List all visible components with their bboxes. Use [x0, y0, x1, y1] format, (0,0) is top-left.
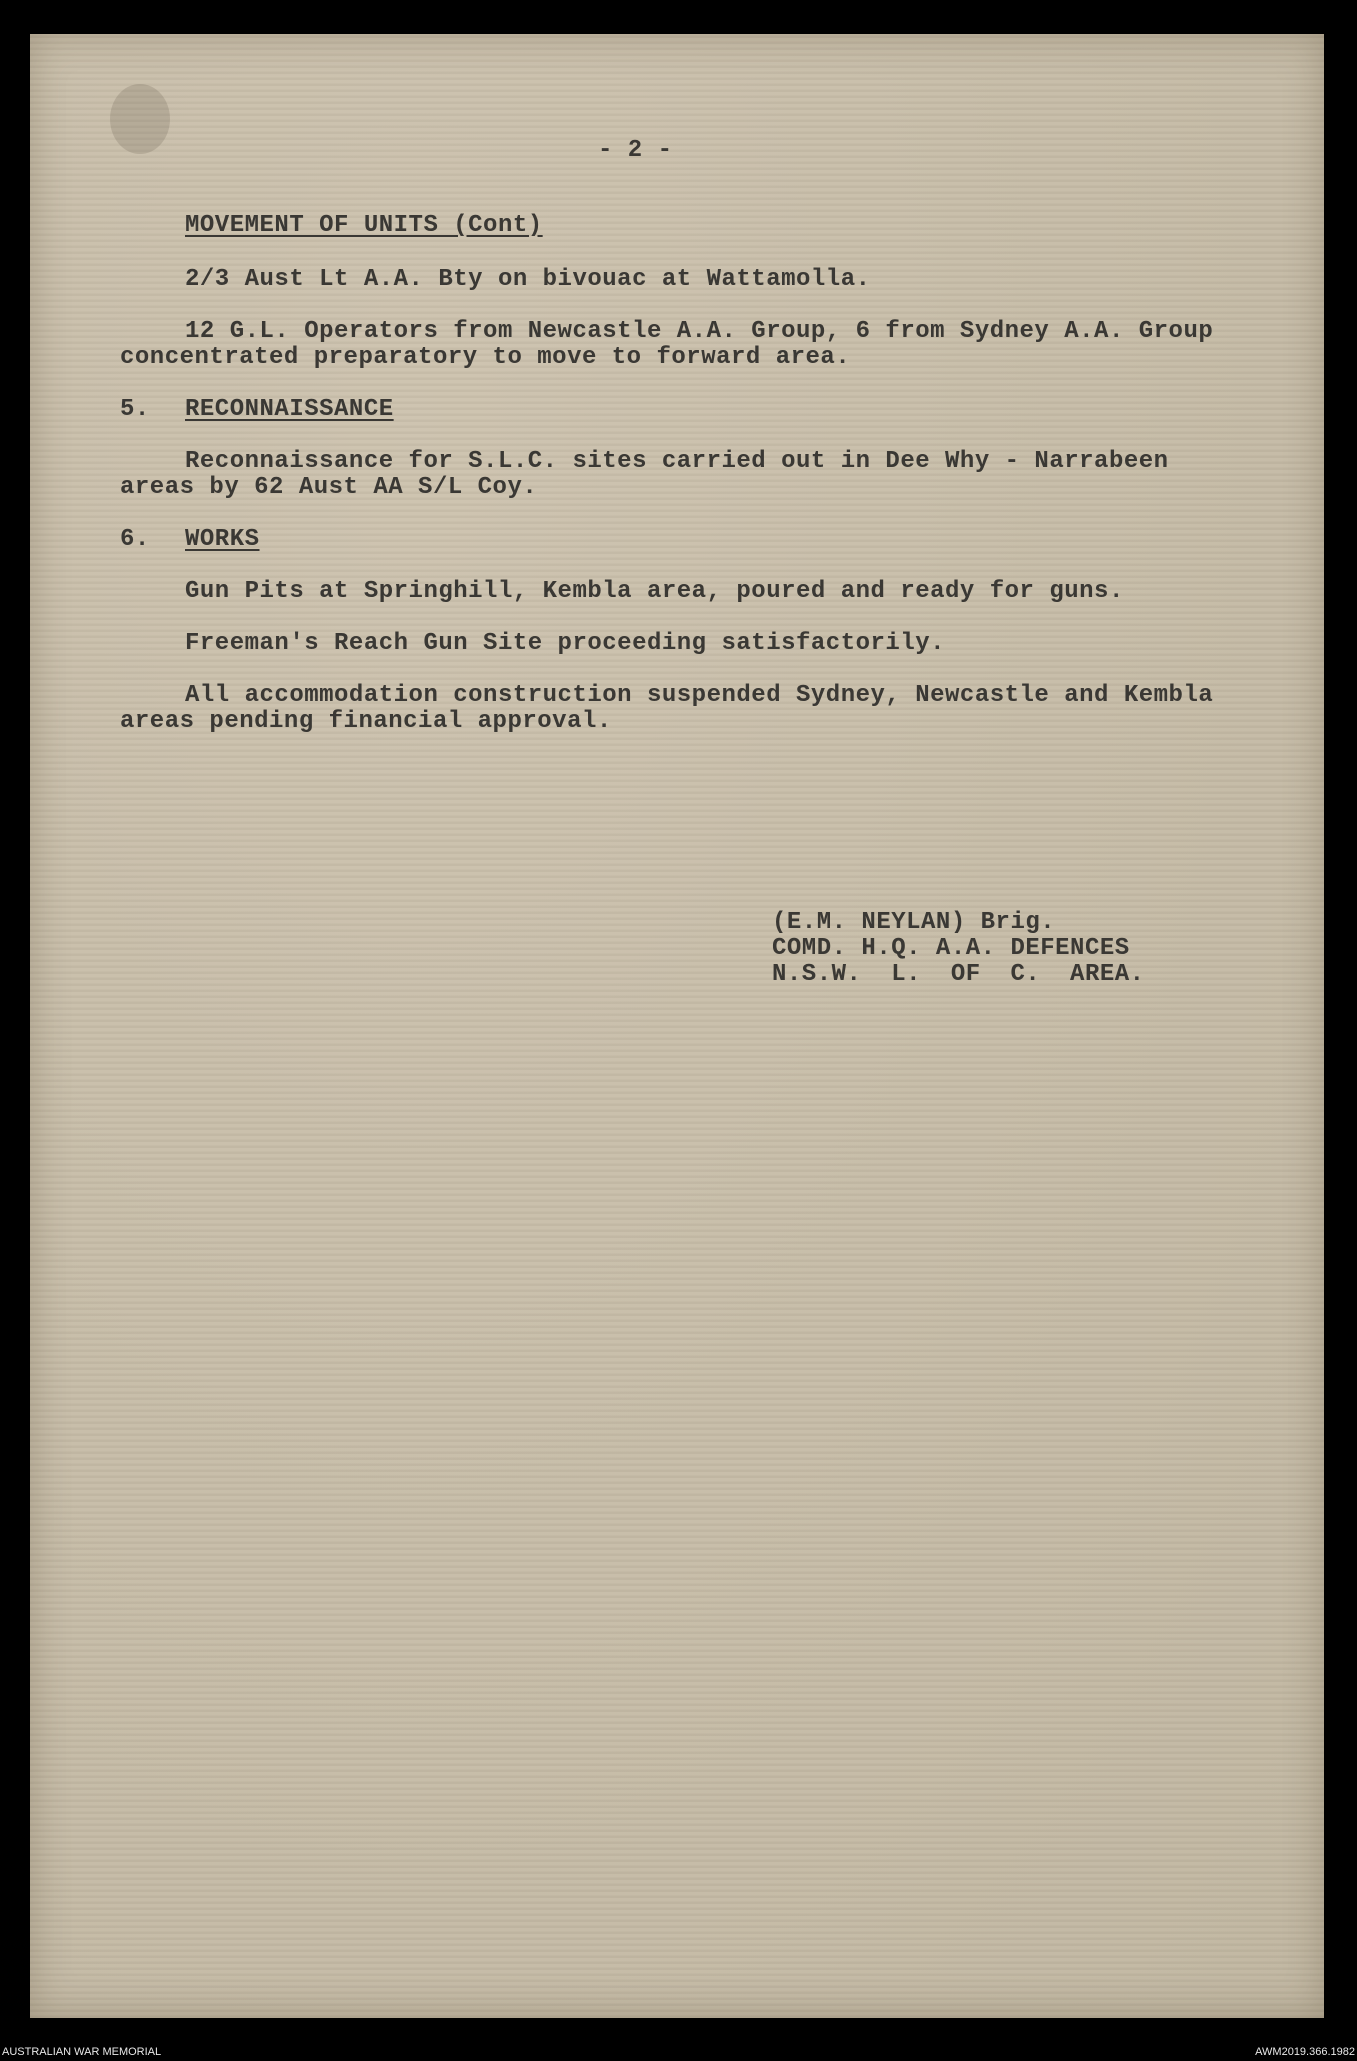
movement-para-2-line-1: 12 G.L. Operators from Newcastle A.A. Group, 6 from Sydney A.A. Group [185, 318, 1214, 345]
recon-line-1: Reconnaissance for S.L.C. sites carried out in Dee Why - Narrabeen [185, 448, 1169, 475]
works-number: 6. [120, 526, 150, 553]
page-number: - 2 - [598, 137, 673, 164]
signature-line-2: COMD. H.Q. A.A. DEFENCES [772, 935, 1130, 962]
works-heading: WORKS [185, 526, 260, 553]
recon-heading: RECONNAISSANCE [185, 396, 394, 423]
works-para-3-line-1: All accommodation construction suspended Sydney, Newcastle and Kembla [185, 682, 1214, 709]
paper-smudge [110, 84, 170, 154]
recon-line-2: areas by 62 Aust AA S/L Coy. [120, 474, 538, 501]
movement-heading: MOVEMENT OF UNITS (Cont) [185, 212, 543, 239]
signature-line-1: (E.M. NEYLAN) Brig. [772, 909, 1056, 936]
footer-accession: AWM2019.366.1982 [1255, 2046, 1355, 2058]
works-para-2: Freeman's Reach Gun Site proceeding satisfactorily. [185, 630, 946, 657]
movement-para-2-line-2: concentrated preparatory to move to forward area. [120, 344, 851, 371]
recon-number: 5. [120, 396, 150, 423]
signature-line-3: N.S.W. L. OF C. AREA. [772, 961, 1145, 988]
movement-para-1: 2/3 Aust Lt A.A. Bty on bivouac at Wattamolla. [185, 266, 871, 293]
works-para-3-line-2: areas pending financial approval. [120, 708, 612, 735]
works-para-1: Gun Pits at Springhill, Kembla area, poured and ready for guns. [185, 578, 1124, 605]
footer-source: AUSTRALIAN WAR MEMORIAL [2, 2046, 162, 2058]
